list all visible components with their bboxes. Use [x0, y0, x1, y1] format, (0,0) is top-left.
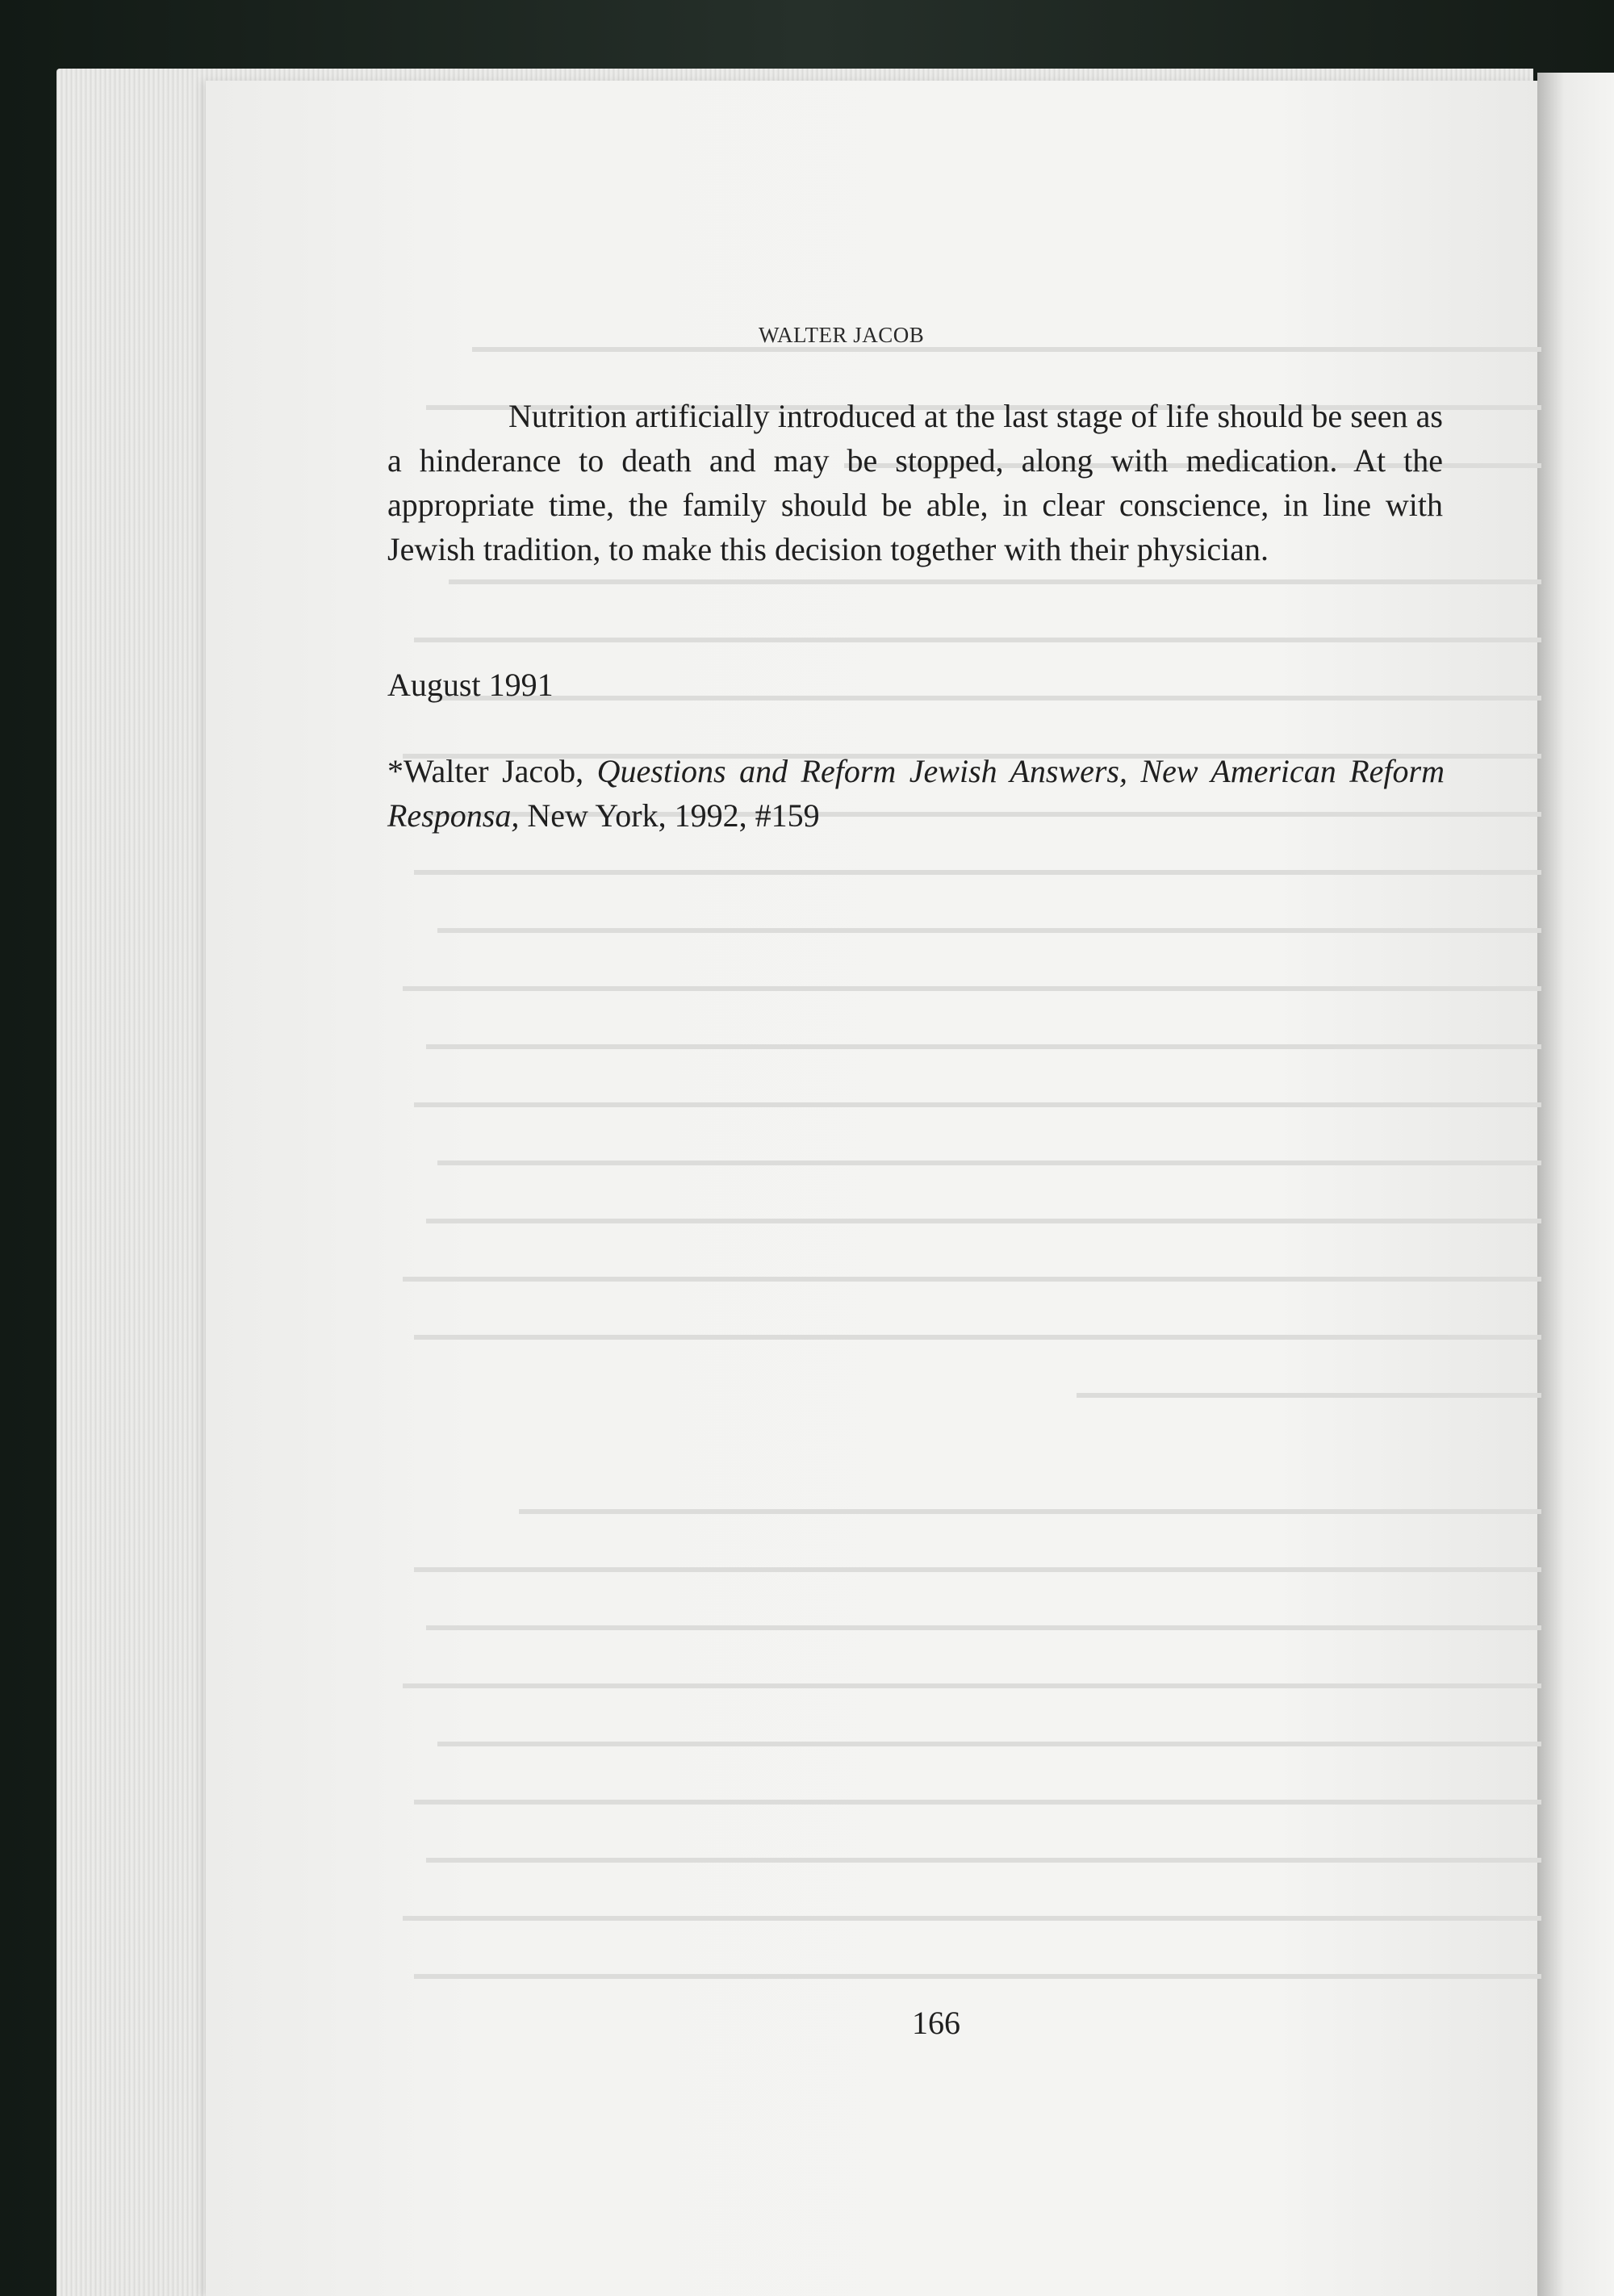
running-head: WALTER JACOB: [759, 323, 925, 347]
bleed-through-line: [379, 870, 1541, 910]
bleed-through-line: [379, 1916, 1541, 1956]
footnote-title: Questions and Reform Jewish Answers, New American Reform Responsa,: [387, 753, 1445, 834]
date-line: August 1991: [387, 667, 554, 703]
bleed-through-line: [379, 1335, 1541, 1375]
bleed-through-line: [379, 1219, 1541, 1259]
bleed-through-line: [379, 1625, 1541, 1666]
bleed-through-line: [379, 638, 1541, 678]
bleed-through-line: [379, 1567, 1541, 1608]
bleed-through-line: [379, 1683, 1541, 1724]
footnote-author: *Walter Jacob,: [387, 753, 597, 789]
bleed-through-line: [379, 1974, 1541, 1993]
page-number: 166: [912, 2005, 960, 2041]
bleed-through-line: [379, 1800, 1541, 1840]
bleed-through-line: [379, 1277, 1541, 1317]
bleed-through-line: [379, 696, 1541, 736]
footnote-publication: New York, 1992, #159: [519, 797, 820, 834]
footnote: [387, 749, 1445, 838]
bleed-through-line: [379, 1858, 1541, 1898]
bleed-through-line: [379, 347, 1541, 387]
bleed-through-line: [379, 1102, 1541, 1143]
body-paragraph: Nutrition artificially introduced at the last stage of life should be seen as a hinderance to death and may be stopped, along with medication. At the appropriate time, the family should be able, in clear conscience, in line with Jewish tradition, to make this decision together with their physician.: [387, 398, 1443, 567]
bleed-through-line: [379, 1161, 1541, 1201]
bleed-through-line: [379, 1509, 1541, 1549]
facing-page-edge: [1537, 73, 1614, 2296]
bleed-through-line: [379, 1393, 1541, 1433]
bleed-through-line: [379, 1451, 1541, 1491]
bleed-through-line: [379, 1742, 1541, 1782]
bleed-through-line: [379, 928, 1541, 968]
bleed-through-line: [379, 579, 1541, 620]
bleed-through-line: [379, 1044, 1541, 1085]
bleed-through-line: [379, 986, 1541, 1027]
